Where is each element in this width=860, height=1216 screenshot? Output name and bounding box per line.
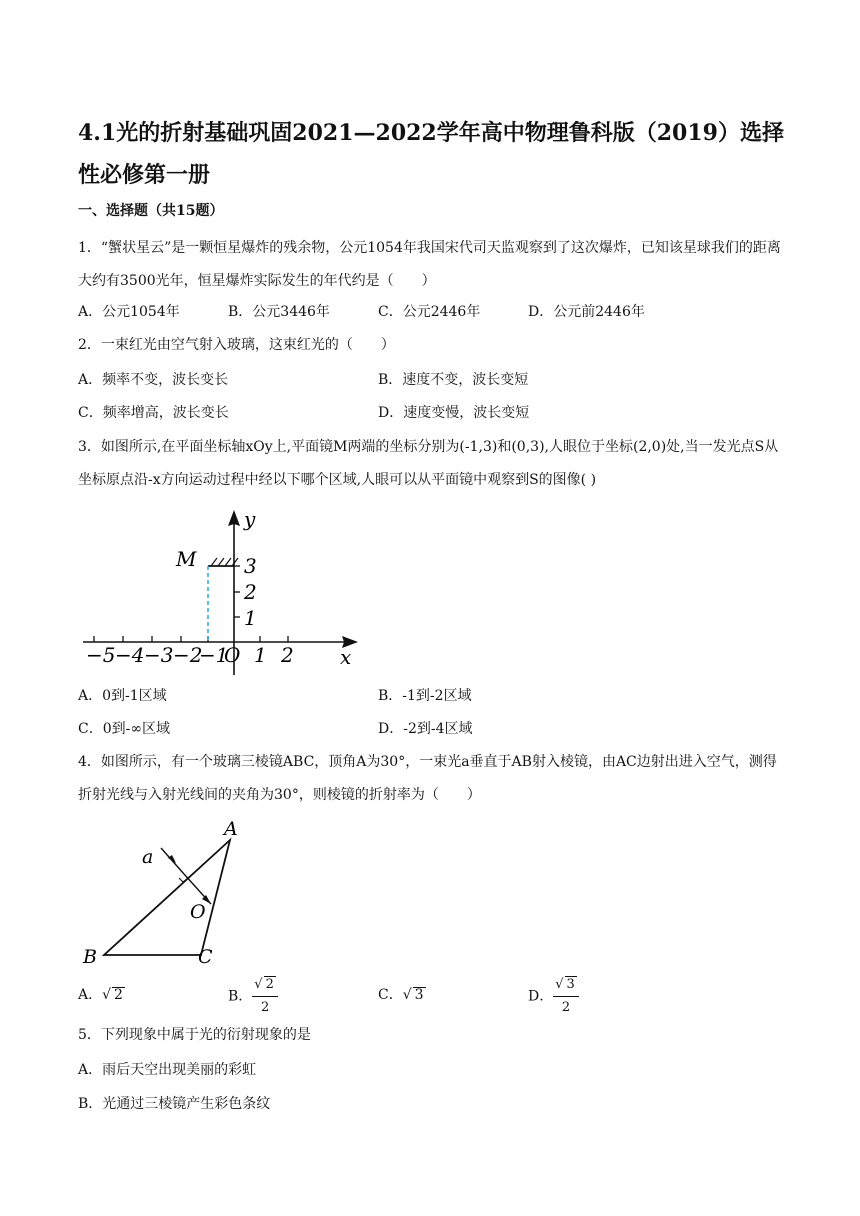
q1-option-a: A．公元1054年 [78,304,180,320]
radicand: 2 [114,987,123,1003]
q5-option-a: A．雨后天空出现美丽的彩虹 [78,1062,257,1078]
vertex-a-label: A [224,818,238,840]
question-4-stem: 4．如图所示，有一个玻璃三棱镜ABC，顶角A为30°，一束光a垂直于AB射入棱镜，由AC边射出进入空气，测得折射光线与入射光线间的夹角为30°，则棱镜的折射率为（ ） [78,754,777,803]
mirror-label: M [176,547,197,571]
q1-option-d: D．公元前2446年 [528,304,645,320]
x-tick-label: −2 [173,643,203,667]
q2-option-b: B．速度不变，波长变短 [378,372,529,388]
y-tick-label: 1 [244,606,257,630]
prism-figure [78,815,258,970]
option-letter: D． [528,988,554,1005]
q5-option-b: B．光通过三棱镜产生彩色条纹 [78,1096,271,1112]
q2-option-c: C．频率增高，波长变长 [78,405,229,421]
question-2-stem: 2．一束红光由空气射入玻璃，这束红光的（ ） [78,337,395,353]
q2-option-d: D．速度变慢，波长变短 [378,405,530,421]
ray-arrowhead [168,855,176,863]
q2-option-a: A．频率不变，波长变长 [78,372,229,388]
y-axis-arrow [228,510,240,526]
x-axis-label: x [340,645,352,669]
incident-ray [161,848,184,874]
x-tick-label: −1 [199,643,229,667]
fraction-denominator: 2 [561,1000,571,1015]
fraction [252,975,278,1018]
prism-triangle [104,840,230,955]
radicand: 2 [265,977,274,992]
point-o-label: O [190,901,206,923]
q1-option-b: B．公元3446年 [228,304,330,320]
sqrt-sign: √ [402,987,412,1003]
section-heading: 一、选择题（共15题） [78,203,224,219]
q3-option-c: C．0到-∞区域 [78,721,171,737]
q4-option-a [78,985,125,1005]
q4-option-c [378,985,426,1005]
y-tick-label: 2 [244,580,257,604]
q3-option-b: B．-1到-2区域 [378,688,472,704]
option-letter: C． [378,987,403,1003]
x-tick-label: 1 [254,643,267,667]
vertex-c-label: C [198,946,213,968]
vertex-b-label: B [83,946,97,968]
ray-a-label: a [142,846,154,868]
q3-option-a: A．0到-1区域 [78,688,167,704]
radicand: 3 [414,987,424,1003]
radicand: 3 [566,977,575,992]
x-tick-label: −5 [86,643,116,667]
q1-option-c: C．公元2446年 [378,304,481,320]
option-letter: B． [228,988,253,1005]
sqrt-sign: √ [102,987,112,1003]
fraction-denominator: 2 [260,1000,270,1015]
fraction-numerator: √ 2 [252,975,278,997]
q4-option-b [228,975,278,1018]
y-axis-label: y [244,507,256,531]
question-1-stem: 1．“蟹状星云”是一颗恒星爆炸的残余物，公元1054年我国宋代司天监观察到了这次爆炸，已知该星球我们的距离大约有3500光年，恒星爆炸实际发生的年代约是（ ） [78,240,781,289]
fraction [553,975,579,1018]
origin-label: O [224,643,241,667]
q4-option-d [528,975,579,1018]
x-tick-label: −3 [144,643,174,667]
question-3-stem: 3．如图所示,在平面坐标轴xOy上,平面镜M两端的坐标分别为(-1,3)和(0,3),人眼位于坐标(2,0)处,当一发光点S从坐标原点沿-x方向运动过程中经以下哪个区域,人眼可以从平面镜中观察到S的图像( ) [78,439,779,488]
q3-option-d: D．-2到-4区域 [378,721,473,737]
x-tick-label: 2 [281,643,294,667]
fraction-numerator: √ 3 [553,975,579,997]
y-tick-label: 3 [244,554,257,578]
question-5-stem: 5．下列现象中属于光的衍射现象的是 [78,1027,311,1043]
coordinate-figure [78,500,378,675]
page-title: 4.1光的折射基础巩固2021—2022学年高中物理鲁科版（2019）选择性必修第一册 [78,120,784,188]
x-tick-label: −4 [115,643,145,667]
option-letter: A． [78,987,103,1003]
